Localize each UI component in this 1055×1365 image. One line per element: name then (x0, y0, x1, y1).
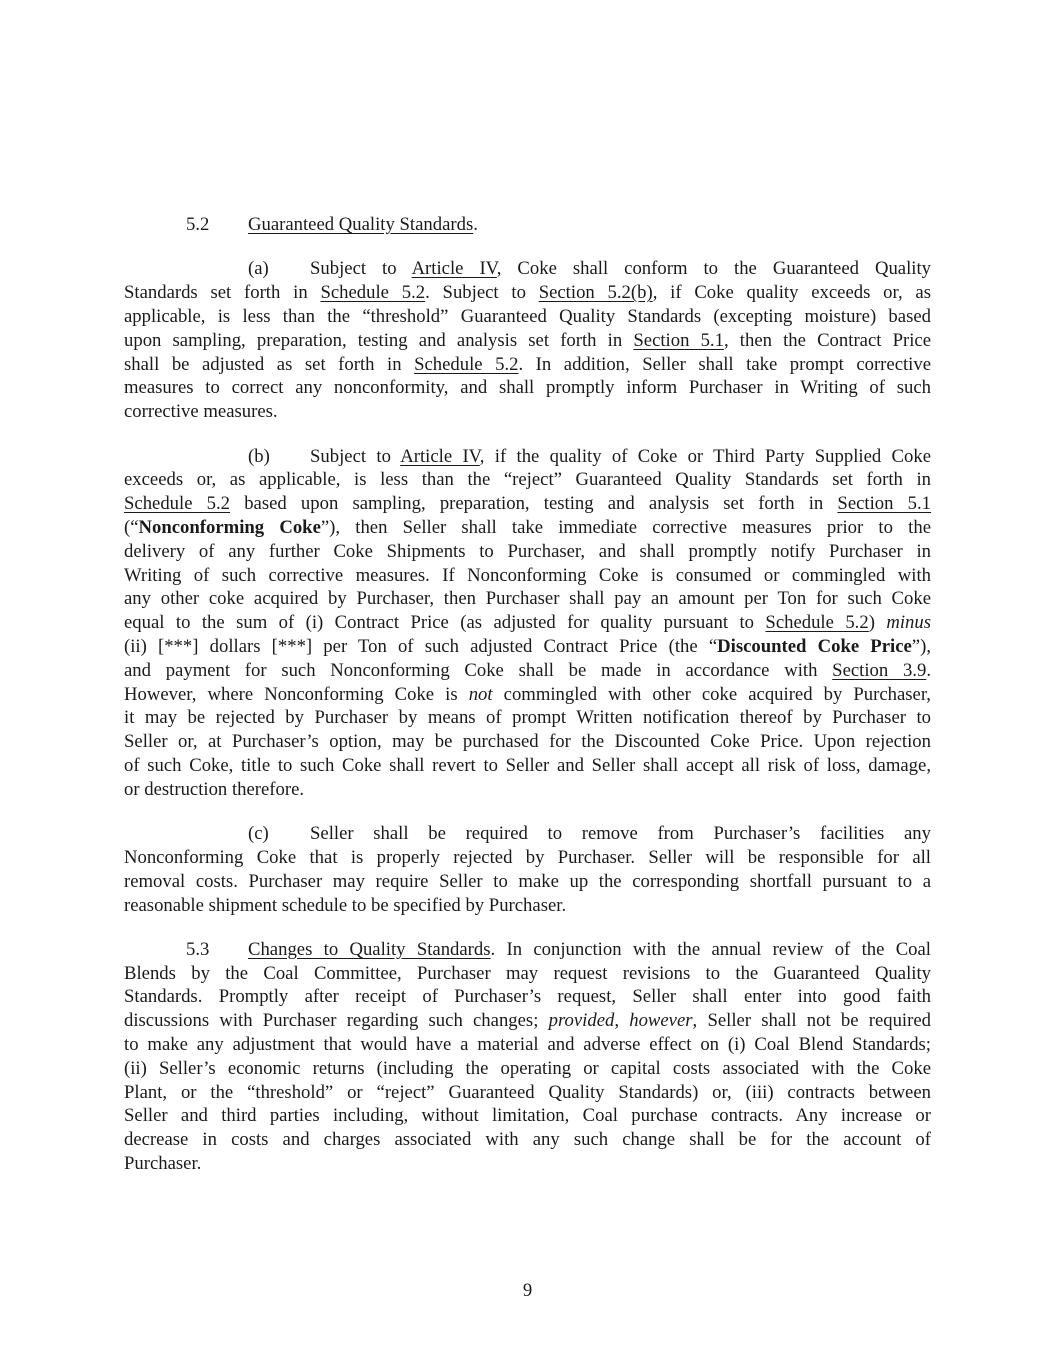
text-line: (c) Seller shall be required to remove from Purchaser’s facilities any (248, 823, 931, 845)
section-title: Guaranteed Quality Standards (248, 214, 474, 235)
text-line: delivery of any further Coke Shipments to Purchaser, and shall promptly notify Purchaser in (124, 540, 931, 562)
text-line: 5.3 Changes to Quality Standards. In conjunction with the annual review of the Coal (124, 938, 931, 962)
text-line: to make any adjustment that would have a material and adverse effect on (i) Coal Blend Standards; (124, 1034, 931, 1056)
defined-term: Nonconforming Coke (138, 516, 321, 538)
section-title: Changes to Quality Standards (248, 938, 491, 960)
paragraph-label: (b) (248, 445, 270, 467)
cross-reference: Article IV (400, 445, 480, 467)
text-line: Blends by the Coal Committee, Purchaser may request revisions to the Guaranteed Quality (124, 962, 931, 984)
paragraph-label: (a) (248, 258, 269, 280)
text-line: or destruction therefore. (124, 778, 305, 800)
text-line: measures to correct any nonconformity, and shall promptly inform Purchaser in Writing of such (124, 377, 931, 399)
text-line: (b) Subject to Article IV, if the quality of Coke or Third Party Supplied Coke (248, 445, 932, 467)
text-line: corrective measures. (124, 401, 278, 423)
document-body (124, 213, 931, 1176)
text-line: it may be rejected by Purchaser by means of prompt Written notification thereof by Purchaser to (124, 707, 931, 729)
emphasis-text: minus (886, 612, 931, 634)
page-number: 9 (522, 1280, 533, 1301)
text-line: Standards. Promptly after receipt of Purchaser’s request, Seller shall enter into good faith (124, 986, 931, 1008)
cross-reference: Schedule 5.2 (414, 353, 519, 375)
text-line: Seller or, at Purchaser’s option, may be purchased for the Discounted Coke Price. Upon rejection (124, 731, 931, 753)
text-line: (ii) Seller’s economic returns (including the operating or capital costs associated with the Coke (124, 1057, 931, 1079)
cross-reference: Section 5.2(b) (538, 282, 653, 304)
section-5-3 (124, 938, 931, 1176)
text-line: any other coke acquired by Purchaser, then Purchaser shall pay an amount per Ton for such Coke (124, 588, 931, 610)
emphasis-text: provided, however (548, 1010, 693, 1032)
cross-reference: Section 3.9 (832, 659, 927, 681)
text-line: Schedule 5.2 based upon sampling, preparation, testing and analysis set forth in Section 5.1 (124, 493, 932, 515)
text-line: (a) Subject to Article IV, Coke shall conform to the Guaranteed Quality (248, 258, 932, 280)
text-line: discussions with Purchaser regarding such changes; provided, however, Seller shall not be required (124, 1010, 931, 1032)
cross-reference: Section 5.1 (837, 493, 932, 515)
section-number: 5.3 (186, 938, 210, 960)
cross-reference: Article IV (411, 258, 497, 280)
text-line: Purchaser. (124, 1153, 202, 1175)
text-line: exceeds or, as applicable, is less than the “reject” Guaranteed Quality Standards set forth in (124, 469, 931, 491)
cross-reference: Schedule 5.2 (124, 493, 231, 515)
text-line: shall be adjusted as set forth in Schedule 5.2. In addition, Seller shall take prompt corrective (124, 353, 932, 375)
text-line: Writing of such corrective measures. If Nonconforming Coke is consumed or commingled with (124, 564, 931, 586)
text-line: (“Nonconforming Coke”), then Seller shall take immediate corrective measures prior to the (124, 516, 931, 538)
cross-reference: Section 5.1 (633, 329, 724, 351)
cross-reference: Schedule 5.2 (765, 612, 869, 634)
text-line: equal to the sum of (i) Contract Price (as adjusted for quality pursuant to Schedule 5.2) minus (124, 612, 931, 634)
paragraph-5-2-b (124, 445, 931, 802)
section-5-2-heading: 5.2 Guaranteed Quality Standards. (124, 213, 931, 237)
text-line: removal costs. Purchaser may require Seller to make up the corresponding shortfall pursuant to a (124, 870, 931, 892)
paragraph-label: (c) (248, 823, 269, 845)
text-line: upon sampling, preparation, testing and analysis set forth in Section 5.1, then the Contract Price (124, 329, 931, 351)
paragraph-5-2-c (124, 822, 931, 917)
text-line: Plant, or the “threshold” or “reject” Guaranteed Quality Standards) or, (iii) contracts between (124, 1081, 931, 1103)
text-line: applicable, is less than the “threshold” Guaranteed Quality Standards (excepting moisture) based (124, 305, 931, 327)
text-line: of such Coke, title to such Coke shall revert to Seller and Seller shall accept all risk of loss, damage, (124, 754, 931, 776)
text-line: However, where Nonconforming Coke is not commingled with other coke acquired by Purchaser, (124, 683, 931, 705)
text-line: decrease in costs and charges associated with any such change shall be for the account of (124, 1129, 931, 1151)
defined-term: Discounted Coke Price (717, 635, 912, 657)
text-line: reasonable shipment schedule to be specified by Purchaser. (124, 894, 567, 916)
cross-reference: Schedule 5.2 (320, 282, 426, 304)
text-line: and payment for such Nonconforming Coke shall be made in accordance with Section 3.9. (124, 659, 931, 681)
paragraph-5-2-a (124, 257, 931, 424)
emphasis-text: not (468, 683, 493, 705)
section-number: 5.2 (186, 214, 210, 235)
text-line: Seller and third parties including, without limitation, Coal purchase contracts. Any increase or (124, 1105, 931, 1127)
text-line: Standards set forth in Schedule 5.2. Subject to Section 5.2(b), if Coke quality exceeds or, as (124, 282, 931, 304)
text-line: Nonconforming Coke that is properly rejected by Purchaser. Seller will be responsible for all (124, 846, 931, 868)
text-line: (ii) [***] dollars [***] per Ton of such adjusted Contract Price (the “Discounted Coke Price”), (124, 635, 931, 657)
